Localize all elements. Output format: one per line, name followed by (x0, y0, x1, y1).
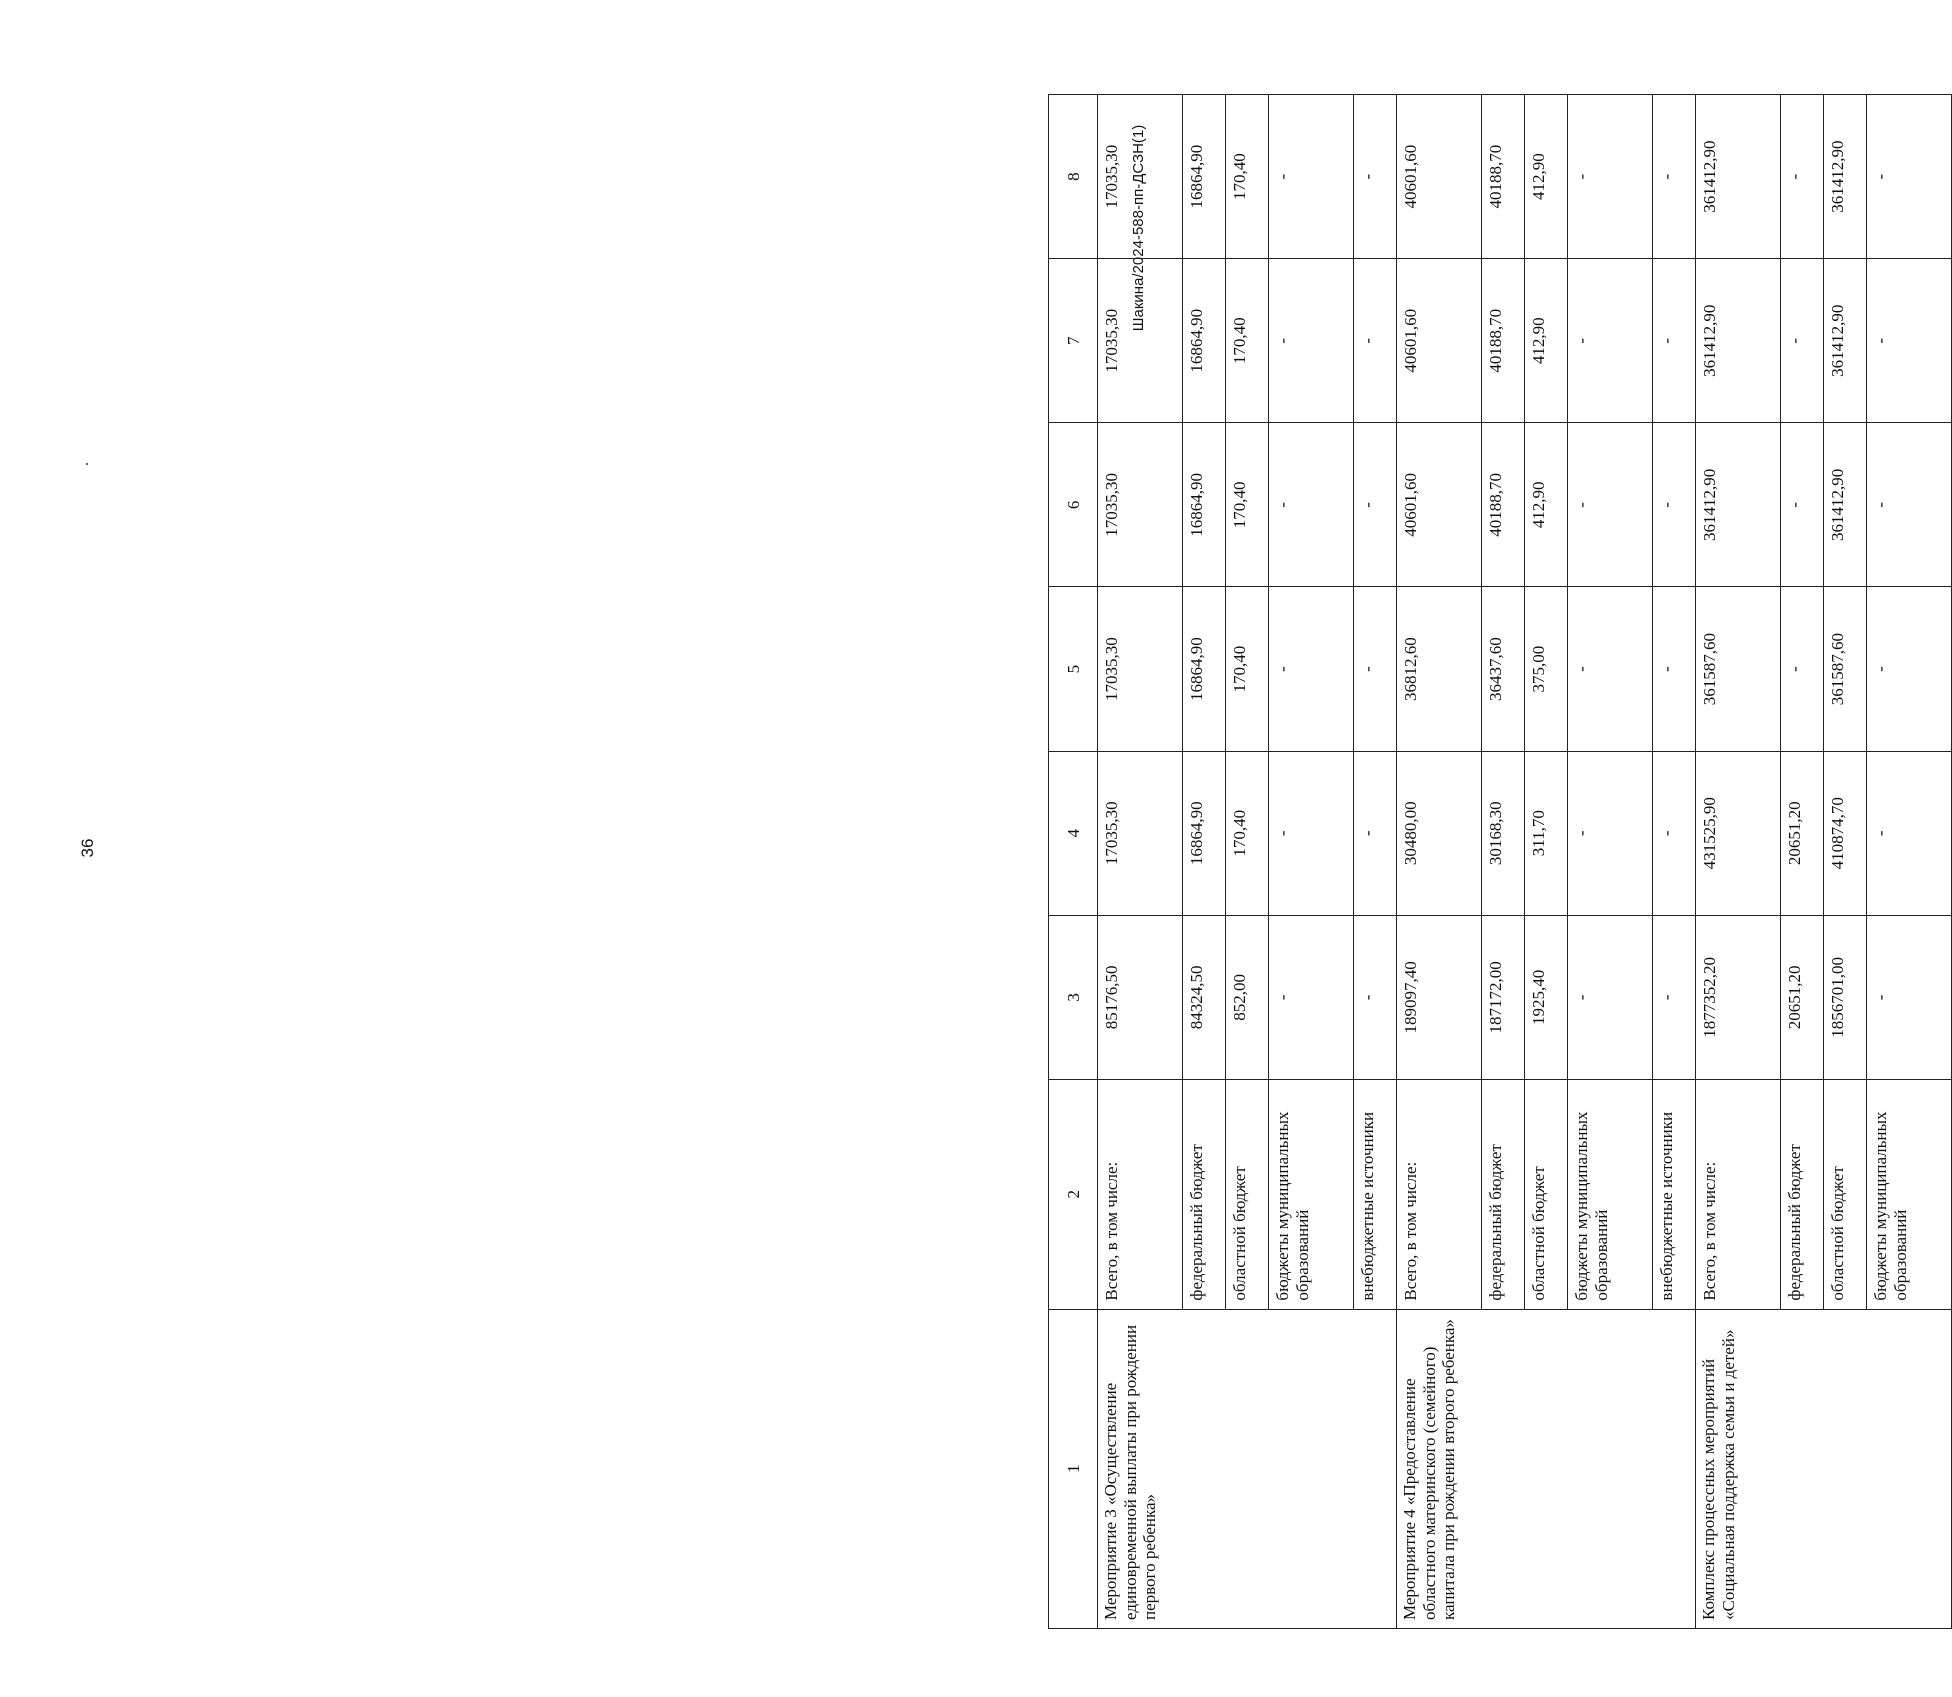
funding-source-cell: бюджеты муниципальных образований (1568, 1079, 1653, 1309)
funding-source-cell: бюджеты муниципальных образований (1867, 1079, 1952, 1309)
amount-cell: - (1867, 423, 1952, 587)
table-row (1098, 95, 1183, 1629)
column-header: 7 (1049, 259, 1098, 423)
funding-source-cell: Всего, в том числе: (1098, 1079, 1183, 1309)
amount-cell: 431525,90 (1696, 751, 1781, 915)
amount-cell: - (1568, 423, 1653, 587)
funding-source-cell: федеральный бюджет (1183, 1079, 1226, 1309)
amount-cell: - (1653, 915, 1696, 1079)
event-name-cell: Комплекс процессных мероприятий «Социальная поддержка семьи и детей» (1696, 1309, 1952, 1628)
document-id: Шакина/2024-588-пп-ДСЗН(1) (1130, 124, 1147, 332)
table-row (1696, 95, 1781, 1629)
funding-source-cell: Всего, в том числе: (1397, 1079, 1482, 1309)
amount-cell: - (1269, 423, 1354, 587)
column-header: 4 (1049, 751, 1098, 915)
scan-speck (86, 463, 88, 465)
page-number: 36 (78, 838, 97, 858)
amount-cell: - (1653, 95, 1696, 259)
amount-cell: - (1269, 95, 1354, 259)
amount-cell: 361412,90 (1696, 423, 1781, 587)
column-header: 8 (1049, 95, 1098, 259)
column-header: 3 (1049, 915, 1098, 1079)
amount-cell: - (1269, 259, 1354, 423)
amount-cell: 30168,30 (1482, 751, 1525, 915)
amount-cell: 16864,90 (1183, 259, 1226, 423)
amount-cell: - (1653, 751, 1696, 915)
amount-cell: 20651,20 (1781, 751, 1824, 915)
amount-cell: 1925,40 (1525, 915, 1568, 1079)
amount-cell: - (1354, 587, 1397, 751)
amount-cell: - (1867, 915, 1952, 1079)
amount-cell: - (1354, 915, 1397, 1079)
amount-cell: - (1568, 915, 1653, 1079)
amount-cell: 361587,60 (1824, 587, 1867, 751)
amount-cell: 40601,60 (1397, 423, 1482, 587)
amount-cell: 17035,30 (1098, 259, 1183, 423)
table-header-row (1049, 95, 1098, 1629)
table-body (1098, 95, 1952, 1629)
amount-cell: 361412,90 (1696, 95, 1781, 259)
amount-cell: 85176,50 (1098, 915, 1183, 1079)
amount-cell: - (1354, 423, 1397, 587)
amount-cell: 16864,90 (1183, 587, 1226, 751)
amount-cell: - (1781, 423, 1824, 587)
funding-source-cell: бюджеты муниципальных образований (1269, 1079, 1354, 1309)
amount-cell: 36437,60 (1482, 587, 1525, 751)
amount-cell: 375,00 (1525, 587, 1568, 751)
amount-cell: 170,40 (1226, 587, 1269, 751)
amount-cell: 412,90 (1525, 95, 1568, 259)
amount-cell: 852,00 (1226, 915, 1269, 1079)
amount-cell: - (1867, 587, 1952, 751)
amount-cell: - (1568, 95, 1653, 259)
funding-source-cell: областной бюджет (1824, 1079, 1867, 1309)
amount-cell: - (1354, 259, 1397, 423)
amount-cell: 17035,30 (1098, 587, 1183, 751)
amount-cell: 410874,70 (1824, 751, 1867, 915)
amount-cell: 36812,60 (1397, 587, 1482, 751)
amount-cell: 20651,20 (1781, 915, 1824, 1079)
amount-cell: 170,40 (1226, 751, 1269, 915)
amount-cell: 40601,60 (1397, 259, 1482, 423)
amount-cell: - (1781, 95, 1824, 259)
amount-cell: 189097,40 (1397, 915, 1482, 1079)
amount-cell: 40188,70 (1482, 95, 1525, 259)
amount-cell: - (1781, 587, 1824, 751)
amount-cell: 187172,00 (1482, 915, 1525, 1079)
funding-source-cell: областной бюджет (1525, 1079, 1568, 1309)
table-row (1397, 95, 1482, 1629)
amount-cell: - (1269, 915, 1354, 1079)
amount-cell: 17035,30 (1098, 423, 1183, 587)
amount-cell: 361412,90 (1696, 259, 1781, 423)
amount-cell: 40188,70 (1482, 259, 1525, 423)
amount-cell: - (1653, 259, 1696, 423)
amount-cell: 311,70 (1525, 751, 1568, 915)
column-header: 2 (1049, 1079, 1098, 1309)
funding-source-cell: внебюджетные источники (1653, 1079, 1696, 1309)
amount-cell: - (1354, 751, 1397, 915)
funding-source-cell: федеральный бюджет (1781, 1079, 1824, 1309)
event-name-cell: Мероприятие 3 «Осуществление единовременной выплаты при рождении первого ребенка» (1098, 1309, 1397, 1628)
amount-cell: 40601,60 (1397, 95, 1482, 259)
amount-cell: 16864,90 (1183, 751, 1226, 915)
funding-source-cell: Всего, в том числе: (1696, 1079, 1781, 1309)
amount-cell: - (1269, 751, 1354, 915)
amount-cell: 170,40 (1226, 423, 1269, 587)
amount-cell: 361412,90 (1824, 423, 1867, 587)
amount-cell: 30480,00 (1397, 751, 1482, 915)
column-header: 6 (1049, 423, 1098, 587)
event-name-cell: Мероприятие 4 «Предоставление областного материнского (семейного) капитала при рождении второго ребенка» (1397, 1309, 1696, 1628)
amount-cell: 1877352,20 (1696, 915, 1781, 1079)
amount-cell: 17035,30 (1098, 751, 1183, 915)
amount-cell: - (1568, 587, 1653, 751)
amount-cell: 84324,50 (1183, 915, 1226, 1079)
amount-cell: - (1781, 259, 1824, 423)
amount-cell: 412,90 (1525, 259, 1568, 423)
funding-source-cell: федеральный бюджет (1482, 1079, 1525, 1309)
amount-cell: 412,90 (1525, 423, 1568, 587)
amount-cell: - (1867, 259, 1952, 423)
funding-source-cell: областной бюджет (1226, 1079, 1269, 1309)
column-header: 1 (1049, 1309, 1098, 1628)
amount-cell: 17035,30 (1098, 95, 1183, 259)
amount-cell: 1856701,00 (1824, 915, 1867, 1079)
amount-cell: - (1568, 259, 1653, 423)
amount-cell: 40188,70 (1482, 423, 1525, 587)
amount-cell: 170,40 (1226, 95, 1269, 259)
amount-cell: 361412,90 (1824, 259, 1867, 423)
amount-cell: 16864,90 (1183, 95, 1226, 259)
amount-cell: 16864,90 (1183, 423, 1226, 587)
amount-cell: - (1867, 95, 1952, 259)
amount-cell: - (1653, 587, 1696, 751)
amount-cell: 361412,90 (1824, 95, 1867, 259)
amount-cell: - (1354, 95, 1397, 259)
amount-cell: - (1568, 751, 1653, 915)
amount-cell: - (1269, 587, 1354, 751)
amount-cell: - (1867, 751, 1952, 915)
amount-cell: - (1653, 423, 1696, 587)
column-header: 5 (1049, 587, 1098, 751)
amount-cell: 361587,60 (1696, 587, 1781, 751)
budget-table (1048, 94, 1952, 1629)
amount-cell: 170,40 (1226, 259, 1269, 423)
funding-source-cell: внебюджетные источники (1354, 1079, 1397, 1309)
